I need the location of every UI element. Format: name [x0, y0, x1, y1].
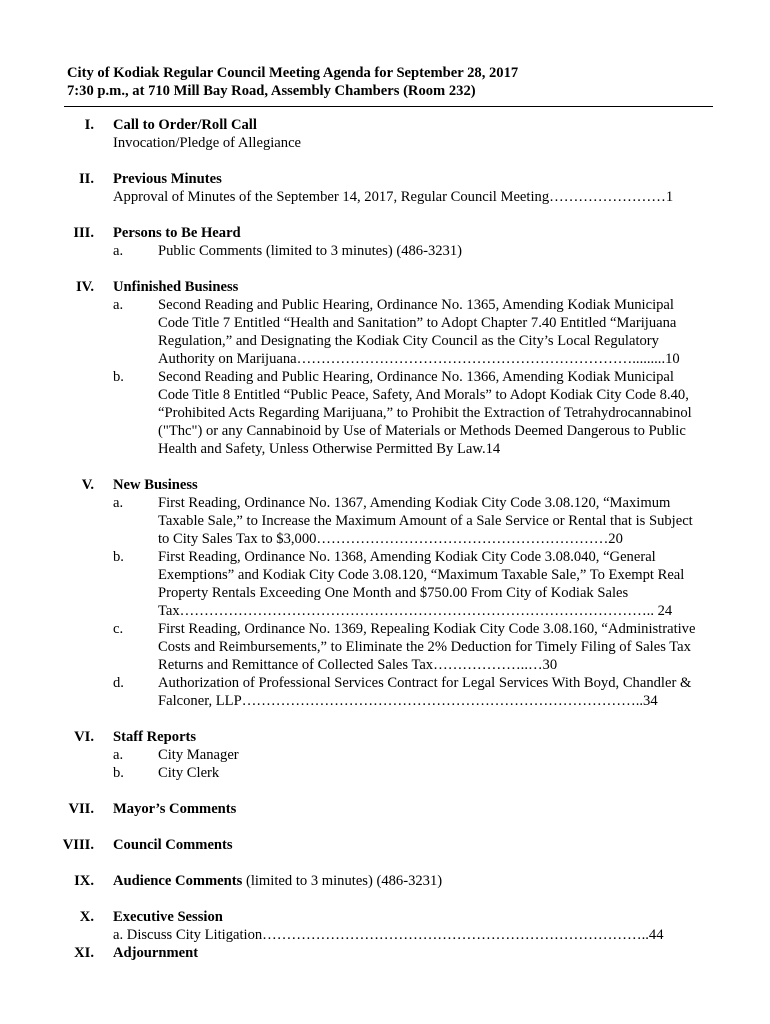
item-text: First Reading, Ordinance No. 1369, Repealing Kodiak City Code 3.08.160, “Administrative Costs and Reimbursements,” to Eliminate the 2% Deduction for Timely Filing of Sales Tax Returns and Remittance of Collected Sales Tax………………..…30: [158, 621, 696, 673]
section-new-business: [0, 476, 770, 710]
section-persons-to-be-heard: [0, 224, 770, 260]
section-audience-comments: [0, 872, 770, 890]
item-letter: a.: [113, 297, 124, 313]
agenda-item: [113, 242, 698, 260]
header-title-line: City of Kodiak Regular Council Meeting Agenda for September 28, 2017: [67, 65, 519, 81]
section-title: Audience Comments: [113, 873, 243, 889]
agenda-item: [113, 674, 698, 710]
item-text: City Manager: [158, 747, 239, 763]
section-mayors-comments: [0, 800, 770, 818]
item-text: Second Reading and Public Hearing, Ordinance No. 1366, Amending Kodiak Municipal Code Title 8 Entitled “Public Peace, Safety, And Morals” to Adopt Kodiak City Code 8.40, “Prohibited Acts Regarding Marijuana,” to Prohibit the Extraction of Tetrahydrocannabinol ("Thc") or any Cannabinoid by Use of Materials or Methods Deemed Dangerous to Public Health and Safety, Unless Otherwise Permitted By Law.14: [158, 369, 692, 457]
section-numeral: XI.: [74, 945, 94, 961]
item-letter: b.: [113, 549, 124, 565]
section-title: Previous Minutes: [113, 171, 222, 187]
agenda-body: [0, 116, 770, 962]
section-numeral: IX.: [74, 873, 94, 889]
header-time-location-line: 7:30 p.m., at 710 Mill Bay Road, Assembly Chambers (Room 232): [67, 83, 476, 99]
section-numeral: X.: [79, 909, 94, 925]
section-numeral: I.: [84, 117, 94, 133]
section-title: Mayor’s Comments: [113, 801, 237, 817]
section-numeral: V.: [81, 477, 94, 493]
item-text: Public Comments (limited to 3 minutes) (486-3231): [158, 243, 463, 259]
item-text: First Reading, Ordinance No. 1367, Amending Kodiak City Code 3.08.120, “Maximum Taxable Sale,” to Increase the Maximum Amount of a Sale Service or Rental that is Subject to City Sales Tax to $3,000……………………………………………………20: [158, 495, 693, 547]
agenda-item: [113, 764, 698, 782]
section-title: Call to Order/Roll Call: [113, 117, 257, 133]
section-executive-session: [0, 908, 770, 944]
section-title: Adjournment: [113, 945, 199, 961]
header-divider: [64, 106, 713, 107]
agenda-item: [113, 494, 698, 548]
item-letter: b.: [113, 369, 124, 385]
section-title: Council Comments: [113, 837, 233, 853]
section-title: Persons to Be Heard: [113, 225, 241, 241]
agenda-item: [113, 746, 698, 764]
section-title: Staff Reports: [113, 729, 197, 745]
section-title: Executive Session: [113, 909, 223, 925]
section-numeral: VIII.: [62, 837, 94, 853]
section-numeral: VI.: [74, 729, 94, 745]
item-letter: c.: [113, 621, 124, 637]
item-text: City Clerk: [158, 765, 220, 781]
item-text: First Reading, Ordinance No. 1368, Amending Kodiak City Code 3.08.040, “General Exemptions” and Kodiak City Code 3.08.120, “Maximum Taxable Sale,” To Exempt Real Property Rentals Exceeding One Month and $750.00 From City of Kodiak Sales Tax…………………………………………………………………………………….. 24: [158, 549, 685, 619]
item-text: Authorization of Professional Services Contract for Legal Services With Boyd, Chandler & Falconer, LLP………………………………………………………………………..34: [158, 675, 692, 709]
section-call-to-order: [0, 116, 770, 152]
item-letter: d.: [113, 675, 124, 691]
agenda-item: [113, 368, 698, 458]
section-adjournment: [0, 944, 770, 962]
agenda-header: [67, 64, 717, 100]
section-council-comments: [0, 836, 770, 854]
section-title-suffix: (limited to 3 minutes) (486-3231): [242, 873, 443, 889]
item-letter: a.: [113, 495, 124, 511]
section-line: Approval of Minutes of the September 14, 2017, Regular Council Meeting……………………1: [113, 189, 674, 205]
item-text: Second Reading and Public Hearing, Ordinance No. 1365, Amending Kodiak Municipal Code Title 7 Entitled “Health and Sanitation” to Adopt Chapter 7.40 Entitled “Marijuana Regulation,” and Designating the Kodiak City Council as the City’s Local Regulatory Authority on Marijuana…………………………………………………………….........10: [158, 297, 680, 367]
item-letter: a.: [113, 747, 124, 763]
section-line: a. Discuss City Litigation……………………………………………………………………..44: [113, 927, 664, 943]
agenda-item: [113, 296, 698, 368]
item-letter: a.: [113, 243, 124, 259]
item-letter: b.: [113, 765, 124, 781]
section-numeral: II.: [78, 171, 94, 187]
agenda-item: [113, 620, 698, 674]
agenda-item: [113, 548, 698, 620]
section-title-wrap: [113, 872, 698, 890]
section-unfinished-business: [0, 278, 770, 458]
section-line: Invocation/Pledge of Allegiance: [113, 135, 302, 151]
section-title: New Business: [113, 477, 198, 493]
section-numeral: VII.: [68, 801, 94, 817]
section-previous-minutes: [0, 170, 770, 206]
section-numeral: IV.: [76, 279, 94, 295]
section-title: Unfinished Business: [113, 279, 239, 295]
section-numeral: III.: [73, 225, 94, 241]
section-staff-reports: [0, 728, 770, 782]
